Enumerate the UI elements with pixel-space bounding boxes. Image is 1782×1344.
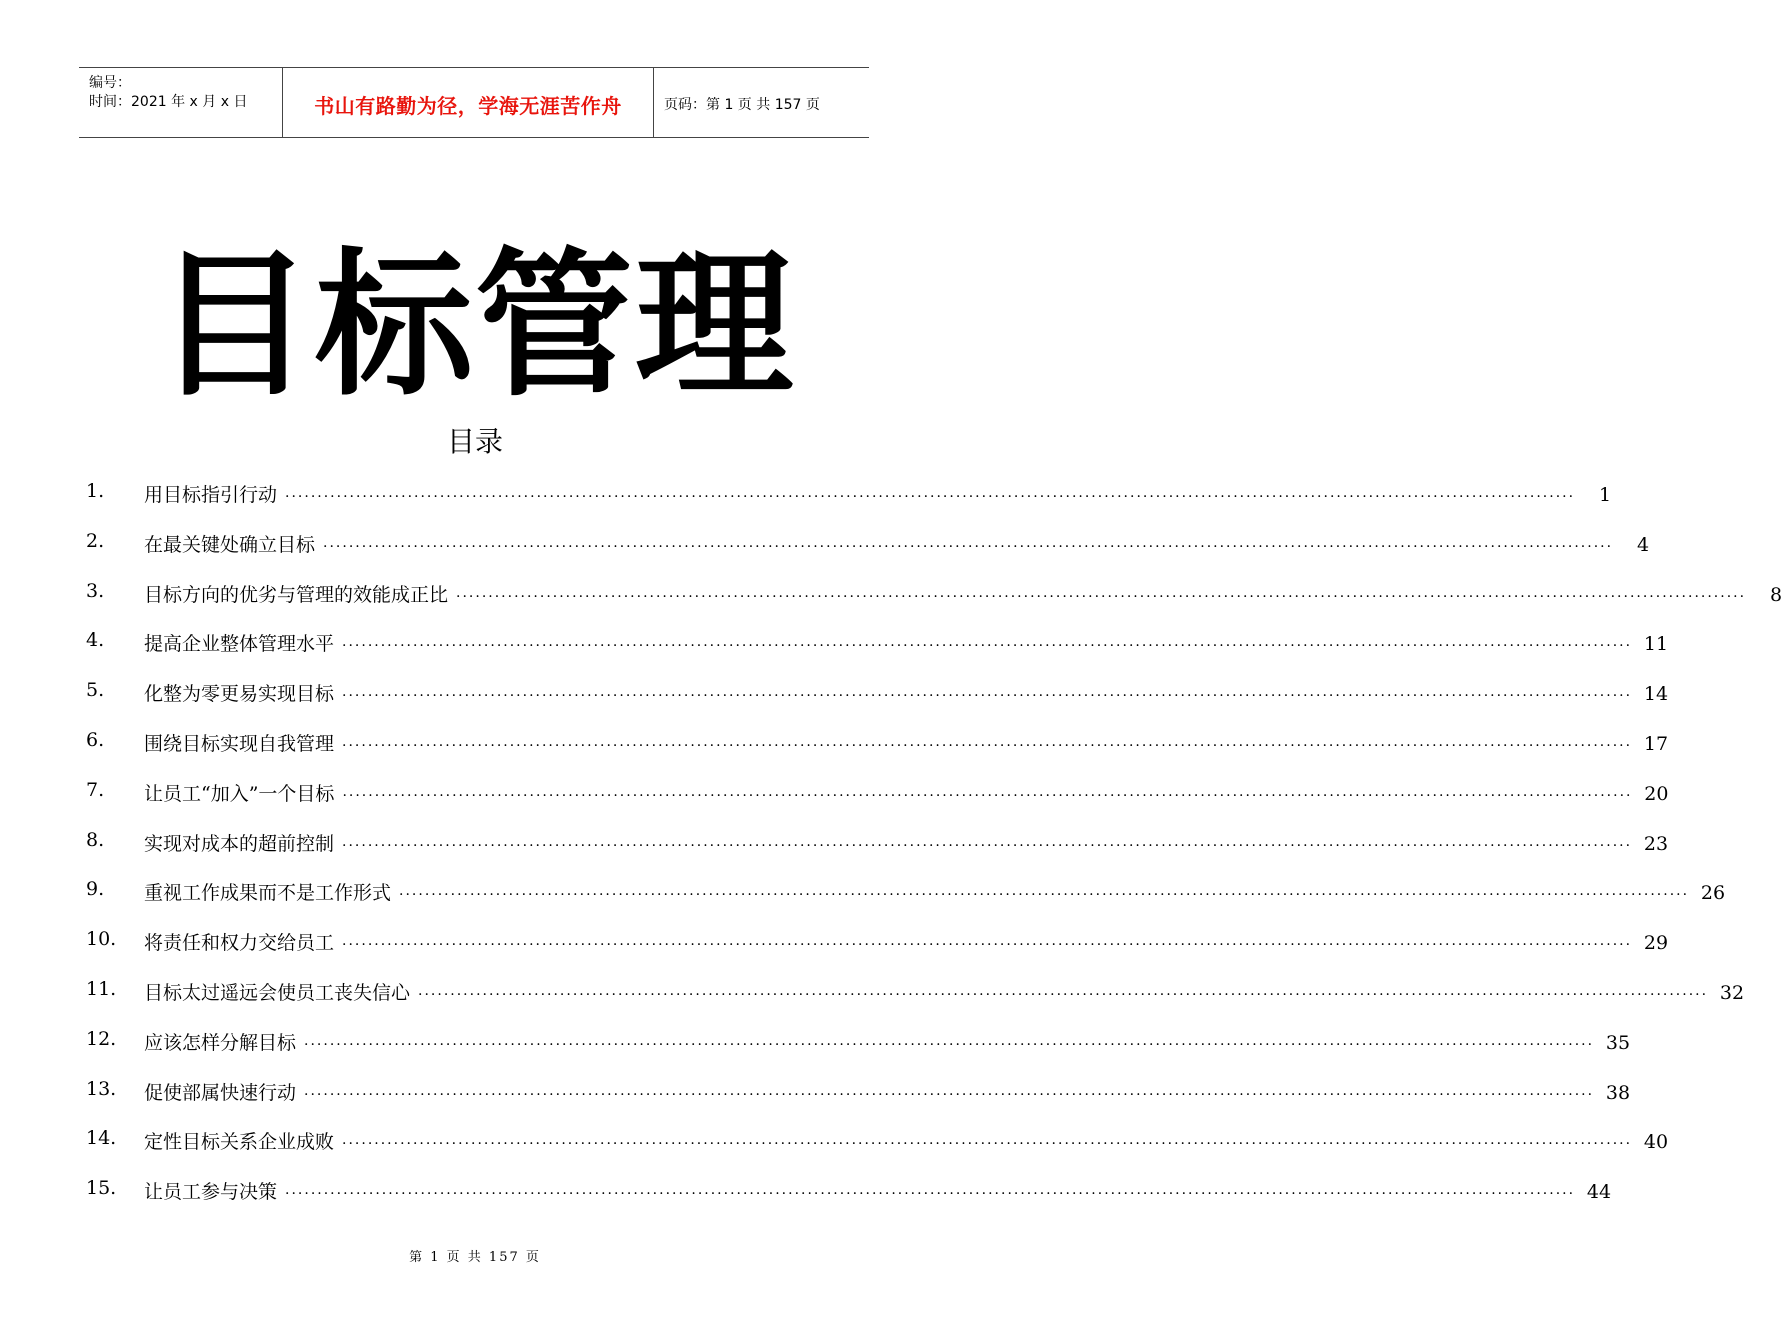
toc-entry-row	[144, 978, 1745, 1005]
toc-entry-number: 8.	[86, 828, 105, 851]
toc-entry-row	[144, 1028, 1631, 1055]
toc-leader-dots: ········································································································································································································	[418, 986, 1709, 1003]
toc-leader-dots: ········································································································································································································	[456, 588, 1747, 605]
toc-entry-page: 20	[1644, 782, 1669, 805]
toc-entry-title: 提高企业整体管理水平	[144, 633, 335, 656]
toc-entry-title: 将责任和权力交给员工	[144, 932, 335, 955]
toc-entry-page: 40	[1643, 1131, 1669, 1154]
toc-entry-page: 23	[1643, 832, 1669, 855]
toc-entry-title: 化整为零更易实现目标	[144, 683, 335, 706]
toc-entry-row	[144, 679, 1669, 706]
toc-leader-dots: ········································································································································································································	[342, 787, 1633, 804]
toc-entry[interactable]	[86, 920, 1669, 970]
toc-leader-dots: ········································································································································································································	[342, 638, 1633, 655]
toc-entry[interactable]	[86, 771, 1669, 821]
toc-entry-number: 12.	[86, 1027, 117, 1050]
toc-entry-row	[144, 530, 1650, 557]
page-info: 页码：第 1 页 共 157 页	[664, 97, 820, 113]
toc-leader-dots: ········································································································································································································	[342, 688, 1633, 705]
toc-entry[interactable]	[86, 970, 1745, 1020]
toc-entry-title: 在最关键处确立目标	[144, 533, 316, 556]
header-page-cell	[654, 68, 869, 137]
toc-entry-row	[144, 1078, 1631, 1105]
toc-entry-page: 17	[1643, 732, 1669, 755]
toc-entry-number: 9.	[86, 878, 105, 901]
toc-entry-row	[144, 1177, 1612, 1204]
toc-entry-row	[144, 878, 1726, 905]
header-meta	[79, 68, 283, 137]
toc-entry-number: 13.	[86, 1077, 117, 1100]
toc-entry[interactable]	[86, 522, 1650, 572]
document-title: 目标管理	[155, 234, 795, 418]
toc-entry-number: 1.	[86, 480, 105, 502]
toc-entry-page: 1	[1598, 484, 1612, 506]
toc-entry-title: 围绕目标实现自我管理	[144, 732, 335, 755]
toc-entry-number: 11.	[86, 977, 117, 1000]
toc-entry-page: 26	[1700, 882, 1726, 905]
header-motto-cell	[283, 68, 654, 137]
toc-entry-title: 让员工参与决策	[144, 1181, 278, 1204]
toc-entry-page: 32	[1719, 981, 1745, 1004]
toc-entry[interactable]	[86, 1169, 1612, 1219]
toc-entry-number: 4.	[86, 629, 105, 652]
toc-entry-row	[144, 829, 1669, 856]
toc-entry[interactable]	[86, 472, 1612, 522]
page-header	[79, 67, 869, 138]
toc-entry[interactable]	[86, 572, 1782, 622]
toc-entry[interactable]	[86, 721, 1669, 771]
toc-entry-title: 让员工“加入”一个目标	[144, 782, 335, 805]
number-label: 编号：	[89, 75, 131, 91]
toc-entry-title: 用目标指引行动	[144, 484, 278, 506]
toc-leader-dots: ········································································································································································································	[304, 1036, 1595, 1053]
toc-entry-number: 6.	[86, 728, 105, 751]
toc-leader-dots: ········································································································································································································	[342, 1136, 1633, 1153]
page-footer: 第 1 页 共 157 页	[409, 1250, 541, 1265]
toc-entry[interactable]	[86, 621, 1669, 671]
toc-entry-number: 10.	[86, 928, 117, 951]
toc-leader-dots: ········································································································································································································	[285, 1186, 1576, 1203]
toc-leader-dots: ········································································································································································································	[342, 937, 1633, 954]
toc-entry[interactable]	[86, 1119, 1669, 1169]
toc-entry-row	[144, 729, 1669, 756]
toc-leader-dots: ········································································································································································································	[285, 489, 1576, 505]
table-of-contents	[86, 472, 1782, 1219]
toc-entry-title: 促使部属快速行动	[144, 1081, 297, 1104]
toc-entry-row	[144, 779, 1669, 806]
toc-entry-title: 重视工作成果而不是工作形式	[144, 882, 392, 905]
toc-entry-title: 应该怎样分解目标	[144, 1031, 297, 1054]
toc-entry-page: 4	[1636, 533, 1650, 556]
toc-entry-row	[144, 480, 1612, 507]
toc-leader-dots: ········································································································································································································	[399, 887, 1690, 904]
toc-entry-page: 44	[1586, 1181, 1612, 1204]
toc-leader-dots: ········································································································································································································	[323, 538, 1614, 555]
toc-leader-dots: ········································································································································································································	[342, 837, 1633, 854]
toc-entry-number: 7.	[86, 778, 105, 801]
toc-entry-row	[144, 928, 1669, 955]
toc-entry-page: 14	[1643, 683, 1669, 706]
toc-entry-page: 38	[1605, 1081, 1631, 1104]
toc-entry-page: 8	[1769, 583, 1782, 606]
toc-entry-row	[144, 580, 1782, 607]
motto: 书山有路勤为径，学海无涯苦作舟	[314, 94, 622, 118]
toc-entry-row	[144, 1127, 1669, 1154]
toc-entry-title: 目标太过遥远会使员工丧失信心	[144, 981, 411, 1004]
toc-entry-number: 3.	[86, 579, 105, 602]
toc-heading: 目录	[446, 425, 503, 458]
toc-entry-title: 实现对成本的超前控制	[144, 832, 335, 855]
toc-entry[interactable]	[86, 1020, 1631, 1070]
toc-entry-page: 11	[1643, 633, 1669, 656]
toc-leader-dots: ········································································································································································································	[342, 737, 1633, 754]
time-label: 时间：2021 年 x 月 x 日	[89, 94, 248, 110]
toc-entry-number: 14.	[86, 1127, 117, 1150]
toc-entry[interactable]	[86, 821, 1669, 871]
toc-entry[interactable]	[86, 870, 1726, 920]
toc-entry-title: 目标方向的优劣与管理的效能成正比	[144, 583, 449, 606]
toc-entry-page: 35	[1605, 1031, 1631, 1054]
toc-entry-title: 定性目标关系企业成败	[144, 1131, 335, 1154]
toc-entry-page: 29	[1643, 932, 1669, 955]
toc-entry-number: 5.	[86, 679, 105, 702]
toc-entry-number: 2.	[86, 529, 105, 552]
toc-entry-row	[144, 629, 1669, 656]
toc-entry-number: 15.	[86, 1177, 117, 1200]
toc-entry[interactable]	[86, 1070, 1631, 1120]
toc-entry[interactable]	[86, 671, 1669, 721]
toc-leader-dots: ········································································································································································································	[304, 1086, 1595, 1103]
